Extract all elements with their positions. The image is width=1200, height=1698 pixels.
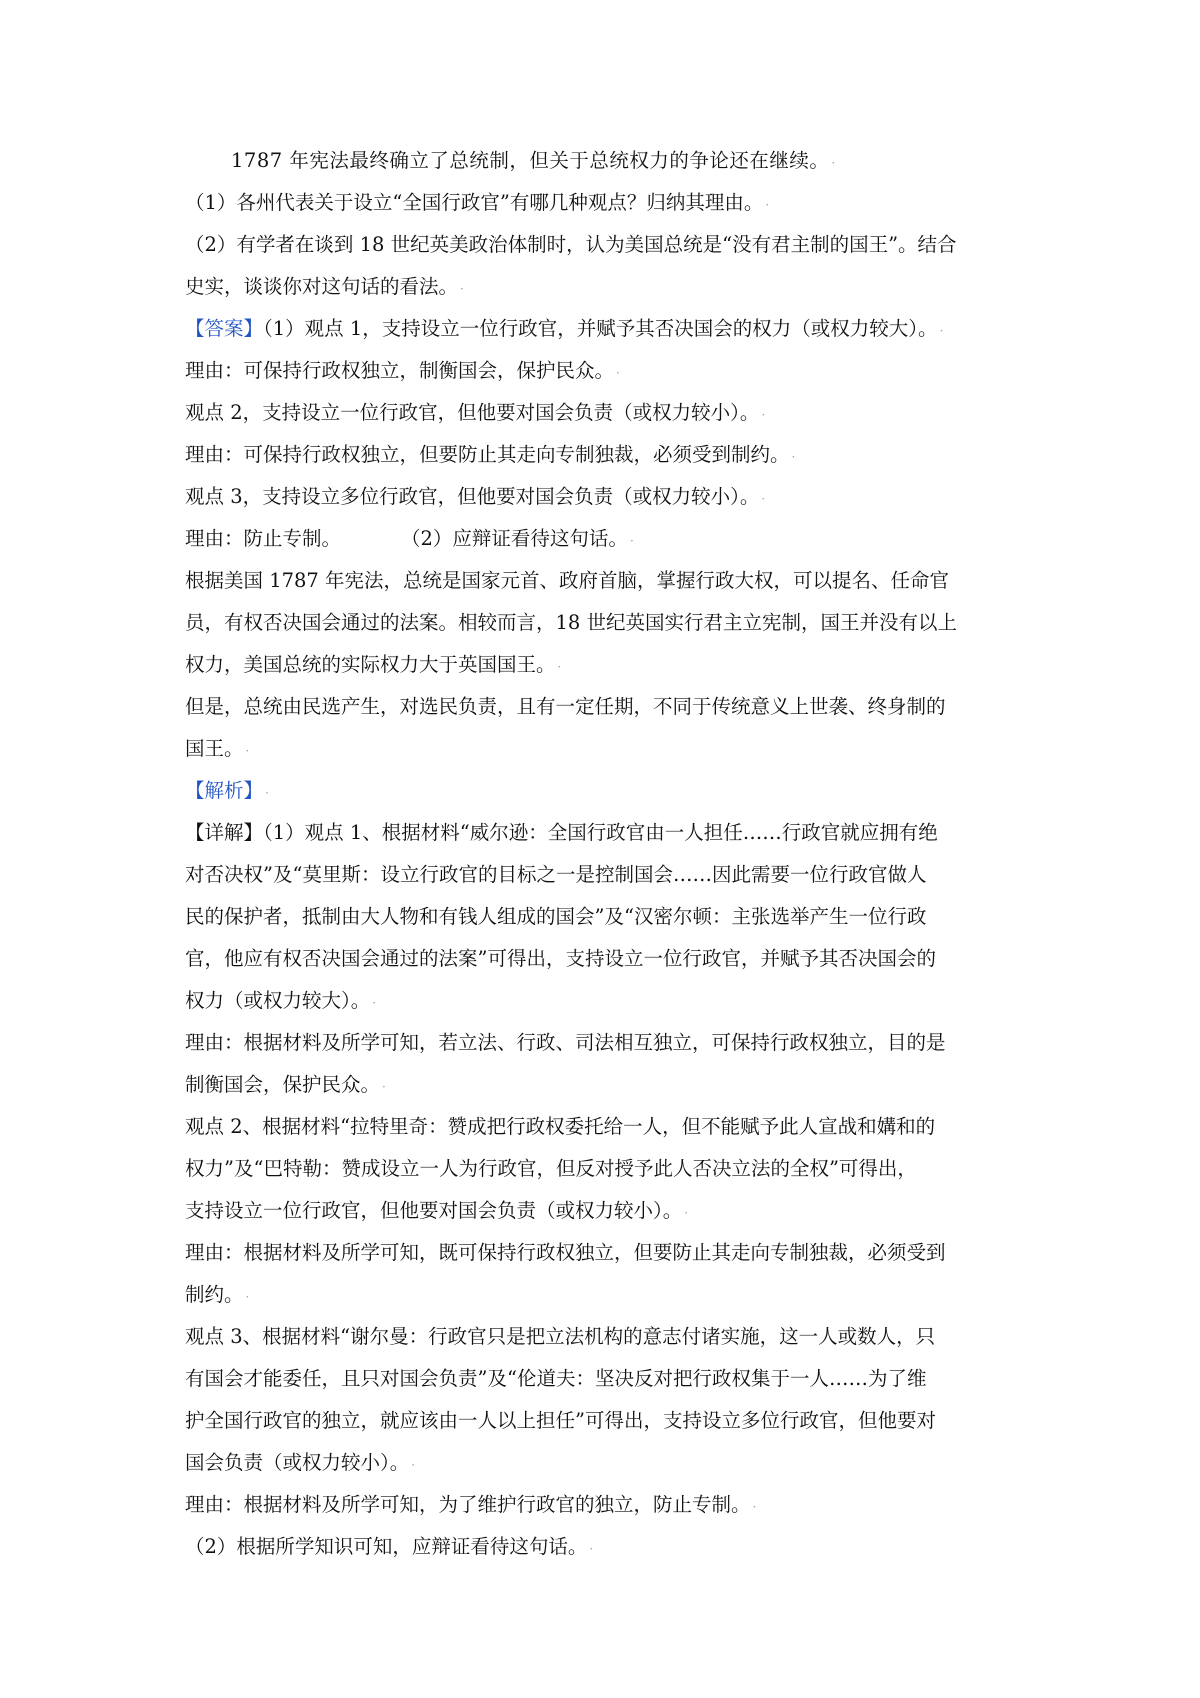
detail-line-2 <box>185 854 1025 896</box>
answer-1-text: （1）观点 1，支持设立一位行政官，并赋予其否决国会的权力（或权力较大）。 <box>263 317 938 340</box>
reason-1-text: 理由：可保持行政权独立，制衡国会，保护民众。 <box>185 359 615 382</box>
para-b-text-1: 但是，总统由民选产生，对选民负责，且有一定任期，不同于传统意义上世袭、终身制的 <box>185 695 946 718</box>
answer-tag: 【答案】 <box>185 317 264 340</box>
detail-line-1 <box>185 812 1025 854</box>
paragraph-mark <box>761 394 767 434</box>
paragraph-mark <box>761 478 767 518</box>
question-2-line-1 <box>185 224 1025 266</box>
detail-1-text-5: 权力（或权力较大）。 <box>185 989 371 1012</box>
detail-reason-2-line-2 <box>185 1274 1025 1316</box>
detail-reason-1-text-1: 理由：根据材料及所学可知，若立法、行政、司法相互独立，可保持行政权独立，目的是 <box>185 1031 946 1054</box>
paragraph-mark <box>460 268 466 308</box>
para-a-line-3 <box>185 644 1025 686</box>
paragraph-mark <box>753 1486 759 1526</box>
detail-reason-2-line-1 <box>185 1232 1025 1274</box>
question-2-line-2 <box>185 266 1025 308</box>
view-3 <box>185 476 1025 518</box>
detail-4 <box>185 1526 1025 1568</box>
para-a-text-2: 员，有权否决国会通过的法案。相较而言，18 世纪英国实行君主立宪制，国王并没有以上 <box>185 611 958 634</box>
paragraph-mark <box>411 1444 417 1484</box>
question-1-text: （1）各州代表关于设立“全国行政官”有哪几种观点？归纳其理由。 <box>185 191 764 214</box>
reason-3 <box>185 518 1025 560</box>
question-2-text-a: （2）有学者在谈到 18 世纪英美政治体制时，认为美国总统是“没有君主制的国王”。结合 <box>185 233 957 256</box>
answer-line <box>185 308 1025 350</box>
detail-1-text-2: 对否决权”及“莫里斯：设立行政官的目标之一是控制国会……因此需要一位行政官做人 <box>185 863 927 886</box>
detail-tag: 【详解】 <box>185 821 264 844</box>
paragraph-mark <box>246 1276 252 1316</box>
para-a-text-1: 根据美国 1787 年宪法，总统是国家元首、政府首脑，掌握行政大权，可以提名、任命官 <box>185 569 950 592</box>
detail-line-3 <box>185 896 1025 938</box>
detail-3-text-4: 国会负责（或权力较小）。 <box>185 1451 410 1474</box>
reason-2 <box>185 434 1025 476</box>
detail-reason-1-line-2 <box>185 1064 1025 1106</box>
detail-2-text-1: 观点 2、根据材料“拉特里奇：赞成把行政权委托给一人，但不能赋予此人宣战和媾和的 <box>185 1115 936 1138</box>
paragraph-mark <box>372 982 378 1022</box>
para-b-line-2 <box>185 728 1025 770</box>
paragraph-mark <box>382 1066 388 1106</box>
paragraph-mark <box>558 646 564 686</box>
detail-reason-1-text-2: 制衡国会，保护民众。 <box>185 1073 381 1096</box>
detail-reason-2-text-2: 制约。 <box>185 1283 244 1306</box>
reason-2-text: 理由：可保持行政权独立，但要防止其走向专制独裁，必须受到制约。 <box>185 443 790 466</box>
detail-3-text-2: 有国会才能委任，且只对国会负责”及“伦道夫：坚决反对把行政权集于一人……为了维 <box>185 1367 927 1390</box>
document-page <box>185 140 1025 1568</box>
para-a-line-1 <box>185 560 1025 602</box>
detail-2-line-1 <box>185 1106 1025 1148</box>
detail-2-text-3: 支持设立一位行政官，但他要对国会负责（或权力较小）。 <box>185 1199 683 1222</box>
detail-4-text: （2）根据所学知识可知，应辩证看待这句话。 <box>185 1535 588 1558</box>
paragraph-mark <box>265 772 271 812</box>
detail-3-line-4 <box>185 1442 1025 1484</box>
para-a-line-2 <box>185 602 1025 644</box>
detail-1-text-1: （1）观点 1、根据材料“威尔逊：全国行政官由一人担任……行政官就应拥有绝 <box>263 821 938 844</box>
para-a-text-3: 权力，美国总统的实际权力大于英国国王。 <box>185 653 556 676</box>
intro-line <box>185 140 1025 182</box>
detail-2-line-3 <box>185 1190 1025 1232</box>
question-2-text-b: 史实，谈谈你对这句话的看法。 <box>185 275 459 298</box>
detail-2-text-2: 权力”及“巴特勒：赞成设立一人为行政官，但反对授予此人否决立法的全权”可得出， <box>185 1157 917 1180</box>
detail-line-4 <box>185 938 1025 980</box>
para-b-text-2: 国王。 <box>185 737 244 760</box>
detail-2-line-2 <box>185 1148 1025 1190</box>
para-b-line-1 <box>185 686 1025 728</box>
analysis-line <box>185 770 1025 812</box>
paragraph-mark <box>616 352 622 392</box>
paragraph-mark <box>831 142 837 182</box>
reason-3-text: 理由：防止专制。 <box>185 527 342 550</box>
detail-line-5 <box>185 980 1025 1022</box>
analysis-tag: 【解析】 <box>185 779 264 802</box>
detail-reason-1-line-1 <box>185 1022 1025 1064</box>
question-1 <box>185 182 1025 224</box>
paragraph-mark <box>940 310 946 350</box>
view-2 <box>185 392 1025 434</box>
detail-3-text-3: 护全国行政官的独立，就应该由一人以上担任”可得出，支持设立多位行政官，但他要对 <box>185 1409 936 1432</box>
detail-3-text-1: 观点 3、根据材料“谢尔曼：行政官只是把立法机构的意志付诸实施，这一人或数人，只 <box>185 1325 936 1348</box>
view-2-text: 观点 2，支持设立一位行政官，但他要对国会负责（或权力较小）。 <box>185 401 760 424</box>
paragraph-mark <box>792 436 798 476</box>
detail-reason-3-text: 理由：根据材料及所学可知，为了维护行政官的独立，防止专制。 <box>185 1493 751 1516</box>
paragraph-mark <box>630 520 636 560</box>
paragraph-mark <box>589 1528 595 1568</box>
paragraph-mark <box>246 730 252 770</box>
detail-3-line-3 <box>185 1400 1025 1442</box>
paragraph-mark <box>765 184 771 224</box>
detail-1-text-3: 民的保护者，抵制由大人物和有钱人组成的国会”及“汉密尔顿：主张选举产生一位行政 <box>185 905 927 928</box>
detail-reason-2-text-1: 理由：根据材料及所学可知，既可保持行政权独立，但要防止其走向专制独裁，必须受到 <box>185 1241 946 1264</box>
paragraph-mark <box>684 1192 690 1232</box>
reason-1 <box>185 350 1025 392</box>
view-3-text: 观点 3，支持设立多位行政官，但他要对国会负责（或权力较小）。 <box>185 485 760 508</box>
detail-reason-3 <box>185 1484 1025 1526</box>
intro-text: 1787 年宪法最终确立了总统制，但关于总统权力的争论还在继续。 <box>231 149 830 172</box>
answer-2-text: （2）应辩证看待这句话。 <box>401 527 628 550</box>
detail-3-line-1 <box>185 1316 1025 1358</box>
detail-3-line-2 <box>185 1358 1025 1400</box>
detail-1-text-4: 官，他应有权否决国会通过的法案”可得出，支持设立一位行政官，并赋予其否决国会的 <box>185 947 936 970</box>
